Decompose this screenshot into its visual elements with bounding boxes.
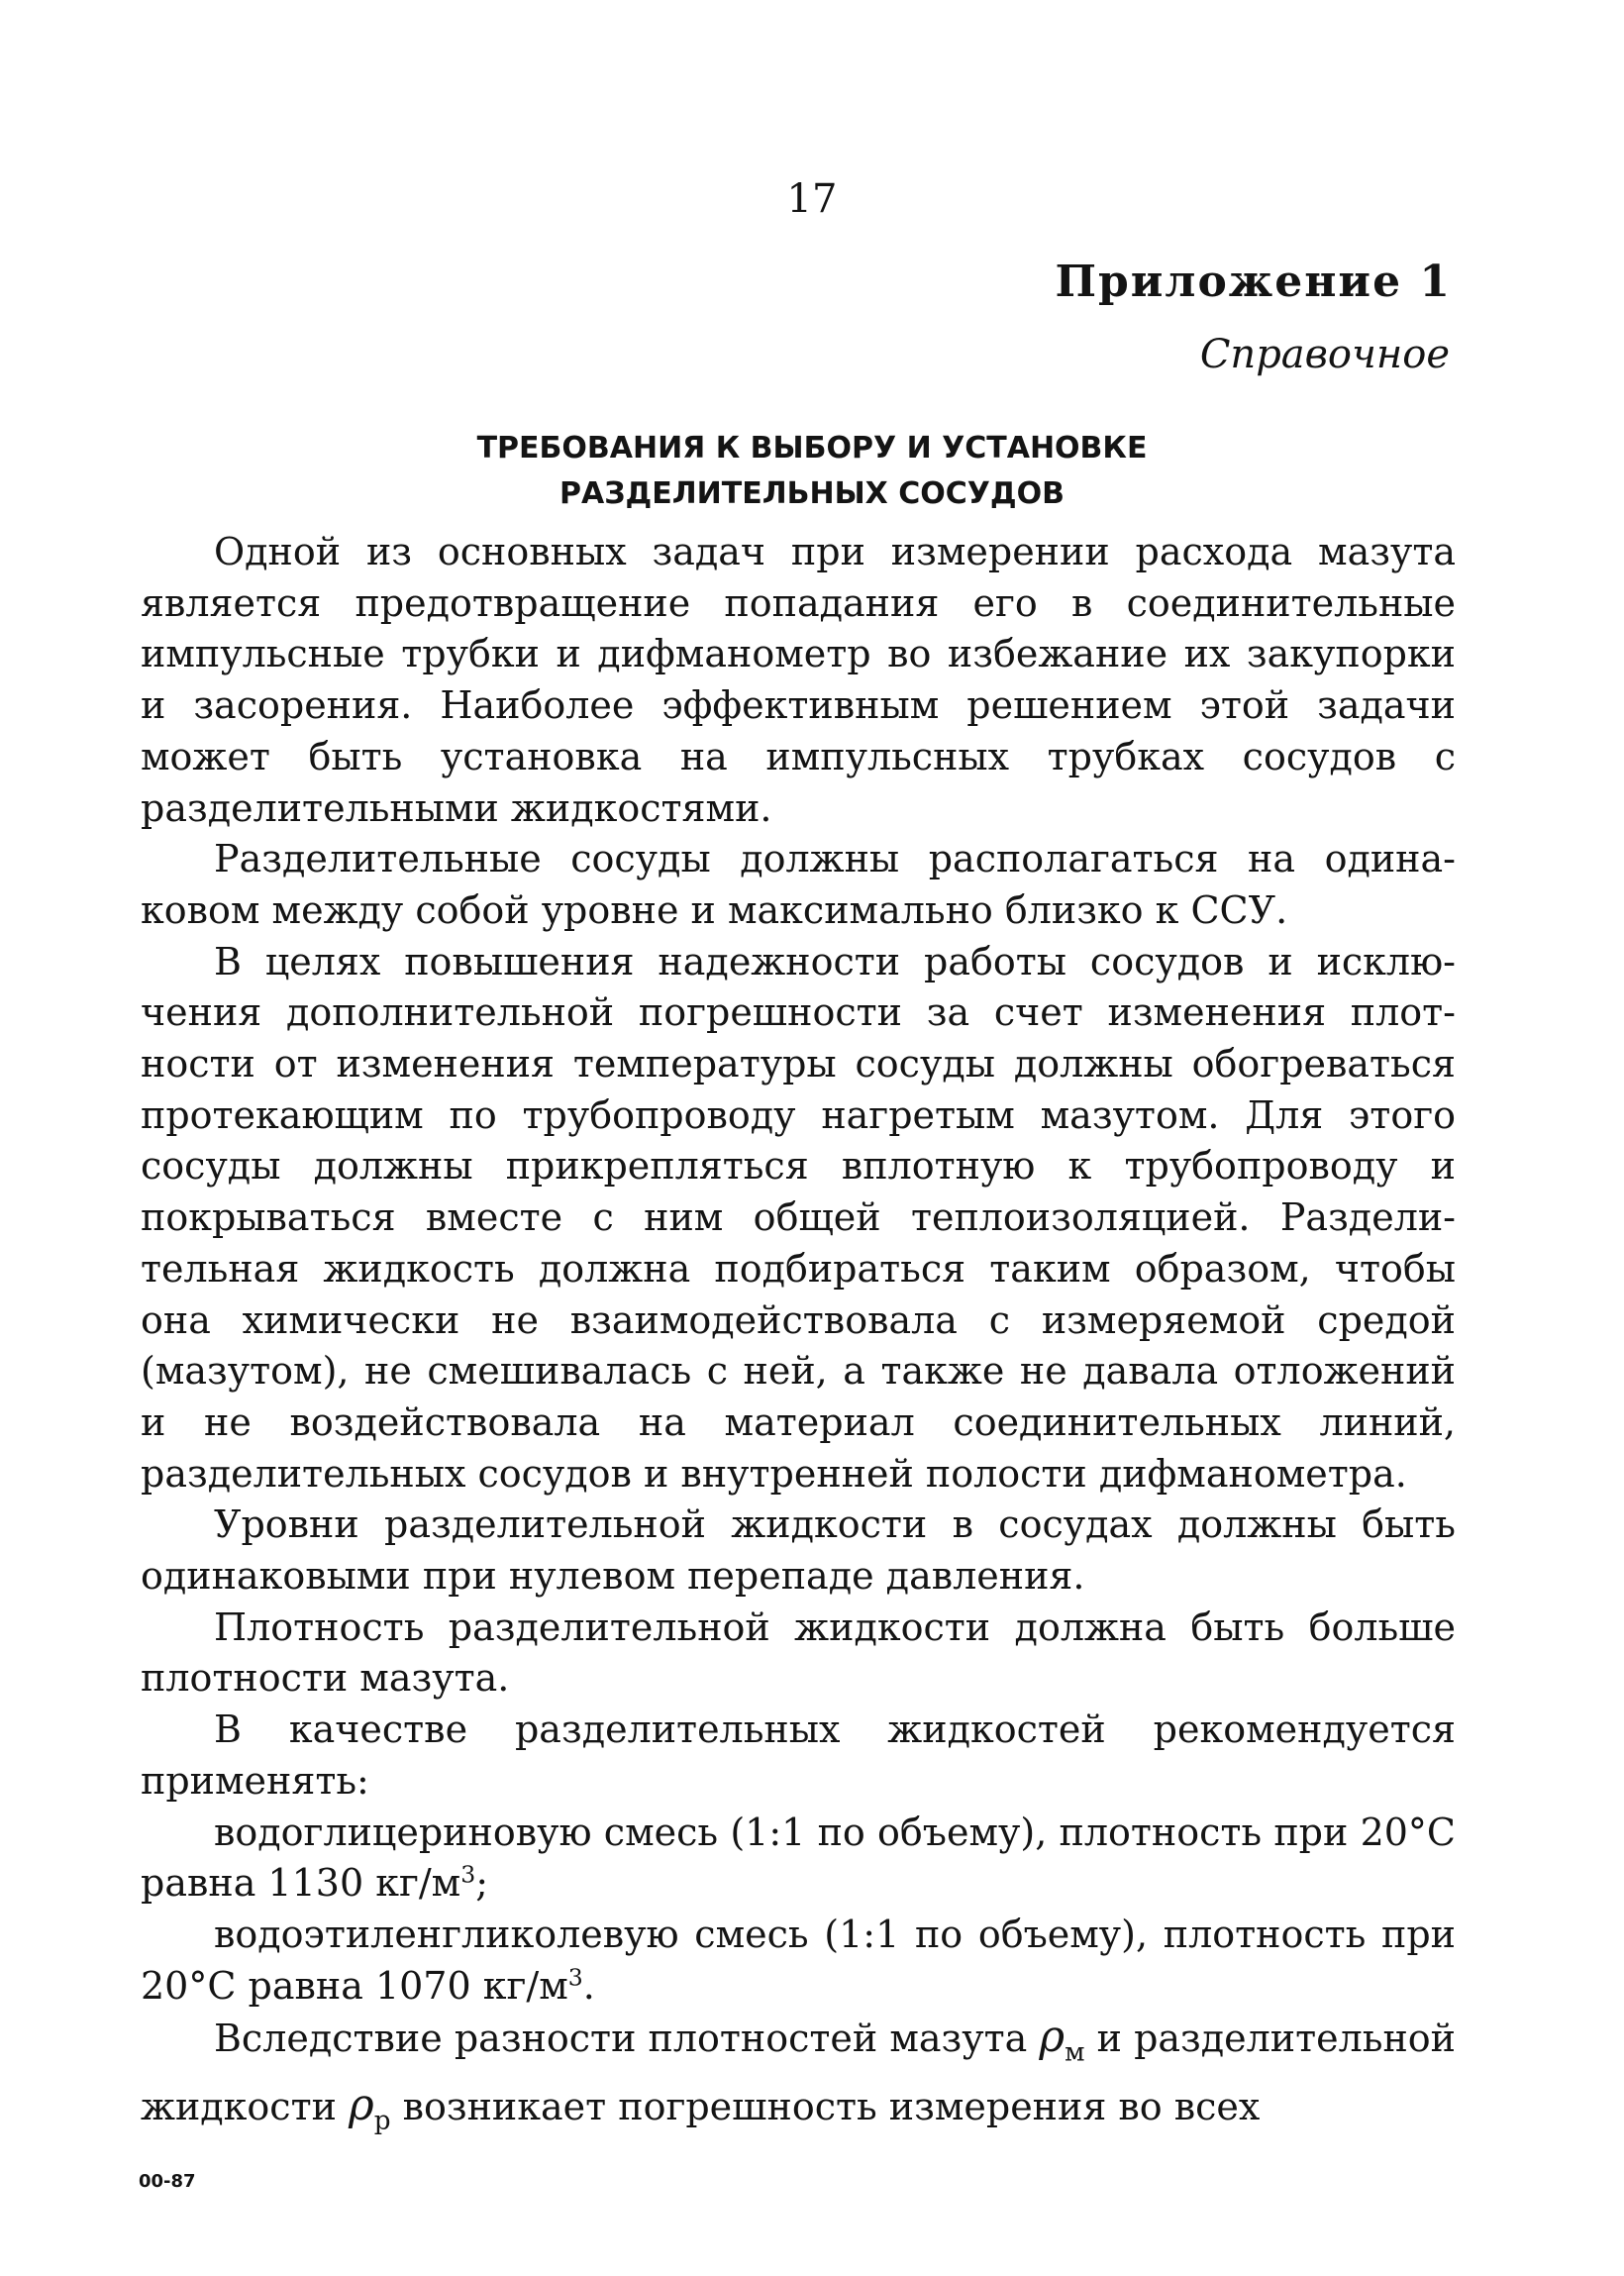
paragraph-8-text: водоэтиленгликолевую смесь (1:1 по объему), плотность при 20°С равна 1070 кг/м bbox=[141, 1912, 1456, 2008]
section-heading bbox=[0, 426, 1624, 517]
paragraph-7-superscript: 3 bbox=[460, 1860, 476, 1889]
page-number: 17 bbox=[786, 176, 838, 222]
paragraph-8-superscript: 3 bbox=[567, 1963, 583, 1992]
footer-code: 00-87 bbox=[139, 2171, 196, 2192]
section-heading-line-1: ТРЕБОВАНИЯ К ВЫБОРУ И УСТАНОВКЕ bbox=[476, 431, 1148, 466]
paragraph-3: В целях повышения надежности работы сосудов и исключения дополнительной погрешности за счет изменения плотности от изменения температуры сосуды должны обогреваться протекающим по трубопроводу нагретым мазутом. Для этого сосуды должны прикрепляться вплотную к трубопроводу и покрываться вместе с ним общей теплоизоляцией. Разделительная жидкость должна подбираться таким образом, чтобы она химически не взаимодействовала с измеряемой средой (мазутом), не смешивалась с ней, а также не давала отложений и не воздействовала на материал соединительных линий, разделительных сосудов и внутренней полости дифманометра. bbox=[141, 939, 1456, 1496]
body-text bbox=[141, 527, 1456, 2147]
paragraph-7 bbox=[141, 1808, 1456, 1910]
paragraph-8-end: . bbox=[582, 1963, 595, 2008]
paragraph-9-part-c: возникает погрешность измерения во всех bbox=[390, 2084, 1261, 2128]
rho-p-symbol bbox=[349, 2079, 391, 2136]
paragraph-1: Одной из основных задач при измерении расхода мазута является предотвращение попадания его в соединительные импульсные трубки и дифманометр во избежание их закупорки и засорения. Наиболее эффективным решением этой задачи может быть установка на импульсных трубках сосудов с разделительными жидкостями. bbox=[141, 530, 1456, 830]
rho-p-letter: ρ bbox=[349, 2079, 374, 2130]
appendix-subtitle: Справочное bbox=[1199, 332, 1450, 377]
paragraph-8 bbox=[141, 1910, 1456, 2012]
paragraph-5: Плотность разделительной жидкости должна быть больше плотности мазута. bbox=[141, 1604, 1456, 1701]
paragraph-9-part-a: Вследствие разности плотностей мазута bbox=[214, 2017, 1040, 2061]
paragraph-9 bbox=[141, 2012, 1456, 2147]
rho-p-subscript: р bbox=[373, 2106, 391, 2136]
section-heading-line-2: РАЗДЕЛИТЕЛЬНЫХ СОСУДОВ bbox=[558, 476, 1065, 511]
rho-m-subscript: м bbox=[1065, 2038, 1085, 2069]
paragraph-7-text: водоглицериновую смесь (1:1 по объему), плотность при 20°С равна 1130 кг/м bbox=[141, 1810, 1456, 1906]
paragraph-4: Уровни разделительной жидкости в сосудах должны быть одинаковыми при нулевом перепаде давления. bbox=[141, 1502, 1456, 1599]
paragraph-2: Разделительные сосуды должны располагаться на одинаковом между собой уровне и максимально близко к ССУ. bbox=[141, 837, 1456, 932]
paragraph-6: В качестве разделительных жидкостей рекомендуется применять: bbox=[141, 1707, 1456, 1803]
rho-m-symbol bbox=[1039, 2012, 1085, 2069]
paragraph-9-part-b: и разделительной жидкости bbox=[141, 2017, 1456, 2128]
paragraph-7-end: ; bbox=[475, 1861, 489, 1906]
appendix-title: Приложение 1 bbox=[1055, 257, 1452, 307]
rho-m-letter: ρ bbox=[1039, 2012, 1066, 2063]
